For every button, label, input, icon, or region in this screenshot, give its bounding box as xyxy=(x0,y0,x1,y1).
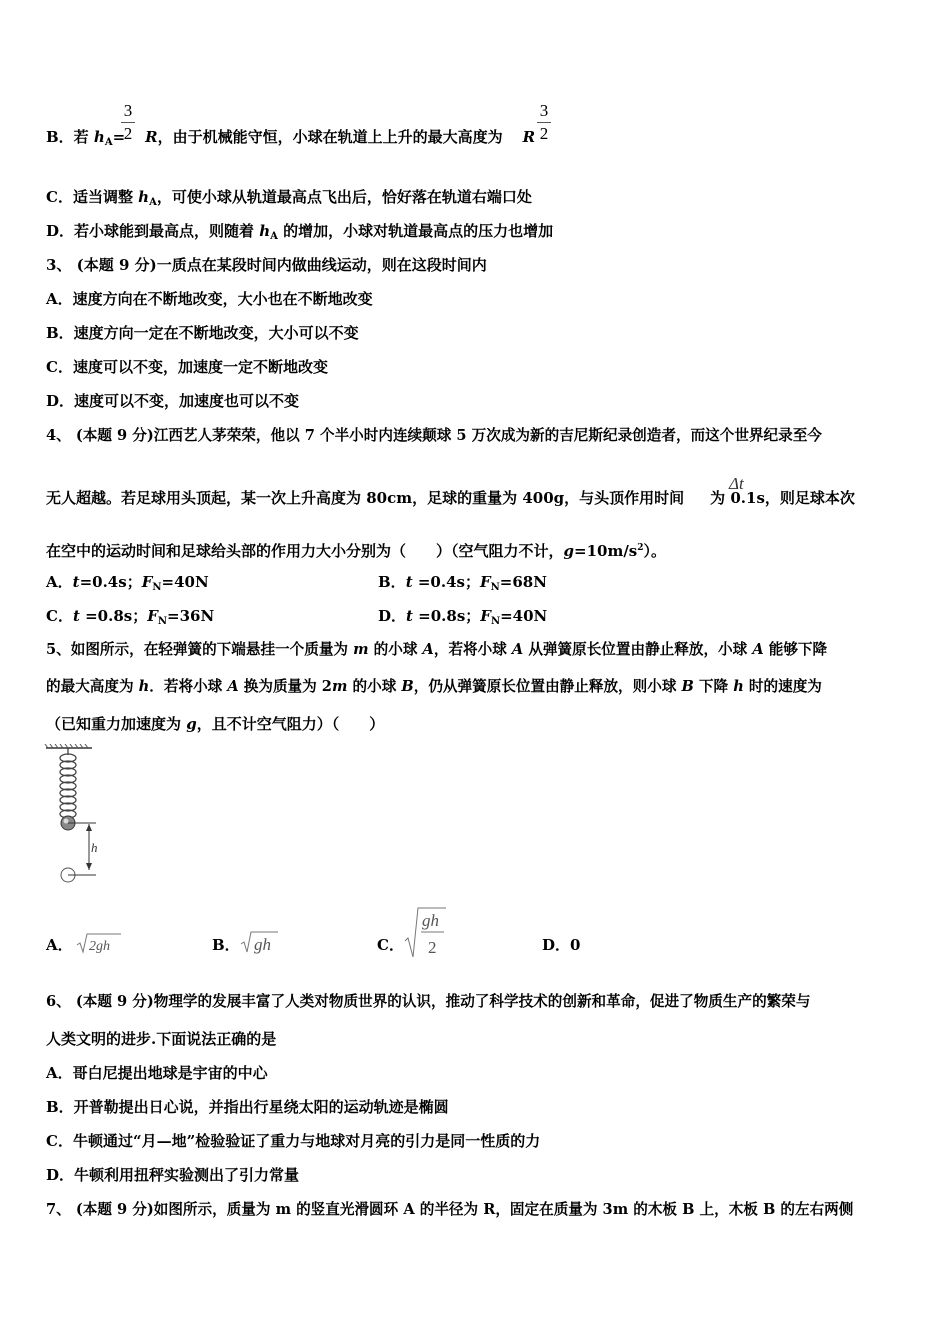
svg-text:gh: gh xyxy=(422,911,439,930)
q5-option-c: C． xyxy=(377,936,404,954)
q6-stem-line2: 人类文明的进步.下面说法正确的是 xyxy=(46,1030,277,1048)
q7-stem-line1: 7、 (本题 9 分)如图所示，质量为 m 的竖直光滑圆环 A 的半径为 R，固定在质量为 3m 的木板 B 上，木板 B 的左右两侧 xyxy=(46,1201,854,1218)
q5-stem-line2: 的最大高度为 h．若将小球 A 换为质量为 2m 的小球 B，仍从弹簧原长位置由静止释放，则小球 B 下降 h 时的速度为 xyxy=(46,678,822,695)
q6-option-a: A．哥白尼提出地球是宇宙的中心 xyxy=(46,1064,268,1082)
q2-option-c: C．适当调整 $h_A$，可使小球从轨道最高点飞出后，恰好落在轨道右端口处 xyxy=(46,188,532,208)
sqrt-gh xyxy=(240,928,280,956)
q4-option-c: C．t =0.8s；$F_N=36N$ xyxy=(46,607,215,627)
q6-stem-line1: 6、 (本题 9 分)物理学的发展丰富了人类对物质世界的认识，推动了科学技术的创新和革命，促进了物质生产的繁荣与 xyxy=(46,993,811,1010)
svg-text:2: 2 xyxy=(428,938,437,957)
fraction-3-2-b: 3 2 xyxy=(537,102,551,143)
q6-option-b: B．开普勒提出日心说，并指出行星绕太阳的运动轨迹是椭圆 xyxy=(46,1098,449,1116)
q6-option-c: C．牛顿通过“月—地”检验验证了重力与地球对月亮的引力是同一性质的力 xyxy=(46,1132,541,1150)
q4-option-d: D．t =0.8s；$F_N=40N$ xyxy=(378,607,548,627)
q3-stem: 3、 (本题 9 分)一质点在某段时间内做曲线运动，则在这段时间内 xyxy=(46,256,487,274)
svg-text:gh: gh xyxy=(254,935,271,954)
q3-option-a: A．速度方向在不断地改变，大小也在不断地改变 xyxy=(46,290,373,308)
q5-option-d: D．0 xyxy=(542,936,581,954)
q2-option-d: D．若小球能到最高点，则随着 $h_A$ 的增加，小球对轨道最高点的压力也增加 xyxy=(46,222,554,242)
figure-h-label: h xyxy=(91,840,98,855)
sqrt-gh-over-2 xyxy=(404,905,448,959)
q4-stem-line1: 4、 (本题 9 分)江西艺人茅荣荣，他以 7 个半小时内连续颠球 5 万次成为新的吉尼斯纪录创造者，而这个世界纪录至今 xyxy=(46,427,822,444)
q3-option-c: C．速度可以不变，加速度一定不断地改变 xyxy=(46,358,328,376)
q4-option-a: A．t=0.4s；$F_N=40N$ xyxy=(46,573,209,593)
q3-option-b: B．速度方向一定在不断地改变，大小可以不变 xyxy=(46,324,359,342)
q4-option-b: B．t =0.4s；$F_N=68N$ xyxy=(378,573,547,593)
q4-stem-line3: 在空中的运动时间和足球给头部的作用力大小分别为（ ）（空气阻力不计，$g=10m/s^2$）。 xyxy=(46,542,667,560)
q5-stem-line3: （已知重力加速度为 g，且不计空气阻力）（ ） xyxy=(46,715,385,733)
svg-text:2gh: 2gh xyxy=(89,939,110,954)
delta-t-symbol: Δt xyxy=(729,474,744,493)
q5-stem-line1: 5、如图所示，在轻弹簧的下端悬挂一个质量为 m 的小球 A，若将小球 A 从弹簧原长位置由静止释放，小球 A 能够下降 xyxy=(46,641,828,658)
sqrt-2gh xyxy=(76,930,122,956)
q4-stem-line2: 无人超越。若足球用头顶起，某一次上升高度为 80cm，足球的重量为 400g，与头顶作用时间 为 0.1s，则足球本次 xyxy=(46,489,855,507)
q2-option-b: B．若 $h_A= R$，由于机械能守恒，小球在轨道上上升的最大高度为 R xyxy=(46,128,536,148)
q5-option-a: A． xyxy=(46,936,73,954)
q3-option-d: D．速度可以不变，加速度也可以不变 xyxy=(46,392,300,410)
fraction-3-2-a: 3 2 xyxy=(121,102,135,143)
spring-figure xyxy=(44,744,104,886)
q5-option-b: B． xyxy=(212,936,240,954)
q6-option-d: D．牛顿利用扭秤实验测出了引力常量 xyxy=(46,1166,300,1184)
